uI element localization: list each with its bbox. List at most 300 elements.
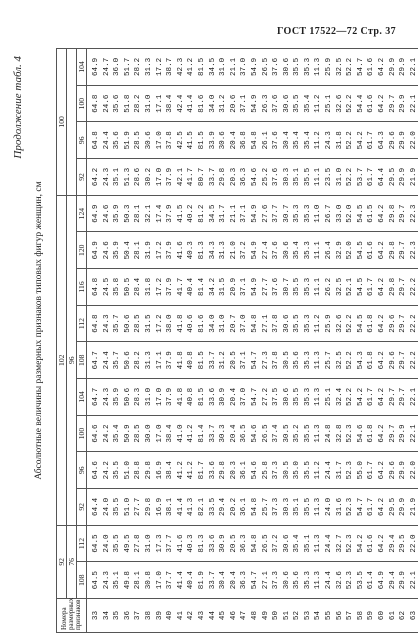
cell-value: 37.3 (272, 571, 281, 590)
cell-value: 32.6 (335, 314, 344, 333)
cell-value: 22.2 (409, 314, 418, 333)
cell-value: 54.7 (356, 497, 365, 516)
cell-value: 29.9 (399, 424, 408, 443)
cell-value: 29.6 (388, 131, 397, 150)
cell-value: 24.6 (102, 241, 111, 260)
cell-value: 27.4 (261, 241, 270, 260)
cell-value: 41.2 (187, 461, 196, 480)
cell-value: 30.3 (219, 424, 228, 443)
cell-value: 64.8 (92, 131, 100, 150)
row-header: Номера размерных признаков (57, 599, 87, 633)
cell-value: 17.3 (155, 534, 164, 553)
cell-value: 11.3 (314, 387, 323, 407)
cell-value: 41.7 (187, 167, 196, 187)
column-header: 108 (77, 562, 87, 599)
cell-value: 54.2 (356, 131, 365, 150)
cell-value: 64.9 (92, 204, 100, 223)
cell-value: 17.0 (155, 424, 164, 443)
cell-value: 53.7 (356, 167, 365, 187)
column-header: 124 (77, 195, 87, 232)
cell-value: 24.3 (102, 387, 111, 407)
cell-value: 29.7 (399, 204, 408, 223)
cell-value: 11.2 (314, 461, 323, 480)
cell-value: 64.8 (92, 277, 100, 297)
value-cell (87, 269, 418, 306)
cell-value: 34.0 (208, 314, 217, 333)
cell-value: 11.3 (314, 571, 323, 590)
cell-value: 30.3 (282, 167, 291, 187)
cell-value: 64.6 (92, 424, 100, 443)
cell-value: 37.5 (272, 387, 281, 407)
cell-value: 64.9 (378, 571, 387, 590)
cell-value: 54.8 (250, 534, 259, 553)
cell-value: 27.2 (261, 387, 270, 407)
cell-value: 37.8 (272, 351, 281, 370)
row-number: 44 (208, 610, 217, 621)
cell-value: 30.9 (219, 534, 228, 553)
cell-value: 41.5 (176, 204, 185, 223)
cell-value: 51.9 (123, 131, 132, 150)
cell-value: 81.7 (197, 461, 206, 480)
column-header: 100 (77, 415, 87, 452)
cell-value: 29.5 (399, 534, 408, 553)
cell-value: 32.6 (335, 94, 344, 113)
cell-value: 31.3 (219, 241, 228, 260)
row-number: 57 (346, 610, 355, 621)
cell-value: 37.9 (166, 204, 175, 223)
cell-value: 25.2 (261, 167, 270, 187)
cell-value: 34.5 (208, 204, 217, 223)
cell-value: 22.1 (409, 387, 418, 407)
cell-value: 35.1 (293, 497, 302, 516)
row-number: 53 (303, 610, 312, 621)
value-cell (87, 342, 418, 379)
row-number: 52 (293, 610, 302, 621)
value-cell (87, 452, 418, 489)
cell-value: 54.3 (356, 351, 365, 370)
cell-value: 27.1 (261, 571, 270, 590)
row-number: 42 (187, 610, 196, 621)
cell-value: 17.0 (155, 387, 164, 407)
column-header: 104 (77, 49, 87, 86)
cell-value: 34.5 (208, 57, 217, 77)
cell-value: 40.4 (187, 571, 196, 590)
cell-value: 33.6 (208, 461, 217, 480)
row-number: 62 (399, 610, 408, 621)
cell-value: 30.9 (219, 387, 228, 407)
cell-value: 61.8 (367, 314, 376, 333)
cell-value: 28.2 (134, 351, 143, 370)
cell-value: 29.7 (388, 387, 397, 407)
cell-value: 20.7 (229, 314, 238, 333)
cell-value: 28.1 (134, 241, 143, 260)
cell-value: 52.2 (346, 314, 355, 333)
cell-value: 29.9 (399, 571, 408, 590)
cell-value: 17.2 (155, 57, 164, 77)
cell-value: 20.2 (229, 497, 238, 516)
cell-value: 30.4 (282, 131, 291, 150)
cell-value: 31.3 (144, 57, 153, 77)
cell-value: 52.3 (346, 497, 355, 516)
row-number: 35 (113, 610, 122, 621)
cell-value: 24.4 (102, 131, 111, 150)
cell-value: 61.4 (367, 571, 376, 590)
cell-value: 54.9 (250, 277, 259, 297)
cell-value: 28.8 (134, 461, 143, 480)
value-cell (87, 159, 418, 196)
cell-value: 33.6 (208, 387, 217, 407)
cell-value: 24.4 (325, 461, 334, 480)
cell-value: 64.7 (92, 351, 100, 370)
cell-value: 34.0 (208, 94, 217, 113)
cell-value: 35.1 (113, 167, 122, 187)
cell-value: 22.1 (409, 571, 418, 590)
cell-value: 37.0 (240, 314, 249, 333)
cell-value: 29.9 (388, 57, 397, 77)
cell-value: 35.3 (303, 351, 312, 370)
cell-value: 11.2 (314, 314, 323, 333)
cell-value: 28.1 (134, 204, 143, 223)
group-label: 76 (67, 525, 77, 598)
cell-value: 61.8 (367, 424, 376, 443)
cell-value: 20.4 (229, 131, 238, 150)
cell-value: 33.5 (208, 497, 217, 516)
row-number: 39 (155, 610, 164, 621)
group-label: 92 (57, 525, 67, 598)
cell-value: 52.2 (346, 351, 355, 370)
cell-value: 11.3 (314, 424, 323, 443)
row-number: 55 (325, 610, 334, 621)
cell-value: 30.8 (144, 571, 153, 590)
cell-value: 11.3 (314, 497, 323, 516)
cell-value: 54.5 (356, 277, 365, 297)
group-label: 102 (57, 195, 67, 525)
cell-value: 37.9 (166, 277, 175, 297)
row-number: 36 (123, 610, 132, 621)
value-cell (87, 49, 418, 86)
row-number: 60 (378, 610, 387, 621)
cell-value: 26.4 (325, 241, 334, 260)
cell-value: 81.5 (197, 131, 206, 150)
cell-value: 35.4 (293, 534, 302, 553)
cell-value: 50.3 (123, 204, 132, 223)
cell-value: 64.4 (378, 167, 387, 187)
cell-value: 64.3 (378, 131, 387, 150)
cell-value: 64.7 (92, 387, 100, 407)
cell-value: 11.3 (314, 534, 323, 553)
cell-value: 28.2 (134, 94, 143, 113)
cell-value: 31.9 (144, 241, 153, 260)
row-number: 50 (272, 610, 281, 621)
cell-value: 16.9 (155, 461, 164, 480)
cell-value: 29.7 (399, 351, 408, 370)
cell-value: 36.0 (113, 57, 122, 77)
cell-value: 28.5 (134, 424, 143, 443)
cell-value: 24.0 (102, 534, 111, 553)
cell-value: 40.3 (187, 534, 196, 553)
cell-value: 24.5 (102, 277, 111, 297)
cell-value: 33.6 (208, 534, 217, 553)
cell-value: 22.0 (409, 131, 418, 150)
cell-value: 35.3 (303, 241, 312, 260)
cell-value: 35.1 (293, 167, 302, 187)
cell-value: 29.9 (399, 94, 408, 113)
cell-value: 27.3 (261, 351, 270, 370)
column-header: 116 (77, 269, 87, 306)
cell-value: 37.6 (272, 57, 281, 77)
cell-value: 50.6 (123, 387, 132, 407)
cell-value: 30.6 (282, 314, 291, 333)
cell-value: 20.5 (229, 351, 238, 370)
cell-value: 28.5 (134, 131, 143, 150)
cell-value: 35.1 (303, 534, 312, 553)
cell-value: 81.3 (197, 241, 206, 260)
cell-value: 35.1 (113, 571, 122, 590)
cell-value: 36.3 (240, 534, 249, 553)
cell-value: 28.2 (134, 57, 143, 77)
cell-value: 61.7 (367, 461, 376, 480)
cell-value: 33.7 (208, 571, 217, 590)
cell-value: 26.5 (261, 534, 270, 553)
cell-value: 29.9 (399, 497, 408, 516)
cell-value: 52.3 (346, 571, 355, 590)
row-number: 34 (102, 610, 111, 621)
cell-value: 29.8 (388, 204, 397, 223)
cell-value: 21.0 (229, 241, 238, 260)
cell-value: 20.6 (229, 94, 238, 113)
cell-value: 36.1 (240, 497, 249, 516)
cell-value: 81.4 (197, 277, 206, 297)
cell-value: 24.7 (102, 57, 111, 77)
cell-value: 29.8 (388, 277, 397, 297)
cell-value: 34.3 (208, 241, 217, 260)
cell-value: 25.1 (325, 94, 334, 113)
cell-value: 35.3 (303, 57, 312, 77)
cell-value: 54.5 (356, 314, 365, 333)
cell-value: 29.9 (399, 131, 408, 150)
cell-value: 37.9 (166, 241, 175, 260)
group-label: 96 (67, 195, 77, 525)
cell-value: 30.5 (282, 424, 291, 443)
cell-value: 25.9 (325, 57, 334, 77)
row-number: 56 (335, 610, 344, 621)
row-number: 38 (144, 610, 153, 621)
table-body (87, 49, 418, 633)
cell-value: 30.6 (282, 57, 291, 77)
row-number: 59 (367, 610, 376, 621)
page-header: ГОСТ 17522—72 Стр. 37 (277, 26, 396, 37)
cell-value: 35.3 (293, 204, 302, 223)
cell-value: 54.9 (250, 94, 259, 113)
cell-value: 41.4 (187, 94, 196, 113)
cell-value: 40.4 (187, 277, 196, 297)
cell-value: 11.2 (314, 131, 323, 150)
cell-value: 24.6 (102, 204, 111, 223)
cell-value: 54.9 (250, 241, 259, 260)
cell-value: 26.7 (325, 204, 334, 223)
cell-value: 29.4 (388, 571, 397, 590)
cell-value: 24.2 (102, 461, 111, 480)
cell-value: 54.2 (356, 387, 365, 407)
cell-value: 32.5 (335, 351, 344, 370)
cell-value: 36.3 (240, 167, 249, 187)
cell-value: 64.2 (378, 424, 387, 443)
cell-value: 35.2 (293, 424, 302, 443)
cell-value: 41.6 (176, 241, 185, 260)
cell-value: 24.0 (325, 497, 334, 516)
cell-value: 50.5 (123, 277, 132, 297)
cell-value: 17.4 (155, 204, 164, 223)
cell-value: 31.5 (144, 314, 153, 333)
row-number: 46 (229, 610, 238, 621)
cell-value: 54.7 (250, 571, 259, 590)
cell-value: 35.4 (303, 131, 312, 150)
row-number: 33 (92, 610, 100, 621)
cell-value: 30.6 (144, 131, 153, 150)
cell-value: 24.6 (102, 94, 111, 113)
cell-value: 41.8 (176, 314, 185, 333)
cell-value: 54.5 (356, 204, 365, 223)
cell-value: 30.5 (282, 351, 291, 370)
cell-value: 21.1 (229, 204, 238, 223)
cell-value: 37.9 (166, 351, 175, 370)
cell-value: 11.3 (314, 351, 323, 370)
cell-value: 41.3 (187, 497, 196, 516)
value-cell (87, 85, 418, 122)
cell-value: 35.9 (113, 387, 122, 407)
cell-value: 35.5 (293, 94, 302, 113)
cell-value: 30.0 (144, 424, 153, 443)
cell-value: 54.6 (356, 424, 365, 443)
cell-value: 26.1 (261, 131, 270, 150)
cell-value: 80.7 (197, 167, 206, 187)
cell-value: 29.7 (399, 314, 408, 333)
column-header-row (77, 49, 87, 633)
row-number: 48 (250, 610, 259, 621)
cell-value: 35.5 (303, 497, 312, 516)
cell-value: 54.9 (250, 204, 259, 223)
cell-value: 30.3 (282, 497, 291, 516)
cell-value: 17.0 (155, 131, 164, 150)
cell-value: 54.6 (250, 461, 259, 480)
cell-value: 20.3 (229, 167, 238, 187)
cell-value: 11.0 (314, 204, 323, 223)
cell-value: 54.8 (250, 497, 259, 516)
cell-value: 31.3 (144, 351, 153, 370)
cell-value: 35.5 (113, 534, 122, 553)
cell-value: 22.1 (409, 57, 418, 77)
cell-value: 35.6 (113, 94, 122, 113)
cell-value: 41.2 (176, 461, 185, 480)
value-cell (87, 379, 418, 416)
cell-value: 25.9 (325, 314, 334, 333)
cell-value: 61.6 (367, 94, 376, 113)
cell-value: 35.4 (113, 424, 122, 443)
cell-value: 31.5 (219, 277, 228, 297)
cell-value: 61.6 (367, 57, 376, 77)
cell-value: 11.2 (314, 94, 323, 113)
cell-value: 29.4 (219, 497, 228, 516)
cell-value: 31.6 (335, 497, 344, 516)
cell-value: 37.8 (272, 314, 281, 333)
cell-value: 61.8 (367, 351, 376, 370)
cell-value: 54.9 (250, 57, 259, 77)
cell-value: 22.3 (409, 241, 418, 260)
cell-value: 51.0 (123, 497, 132, 516)
cell-value: 16.9 (155, 497, 164, 516)
cell-value: 29.6 (388, 351, 397, 370)
cell-value: 28.3 (134, 387, 143, 407)
value-cell (87, 415, 418, 452)
cell-value: 35.4 (293, 131, 302, 150)
cell-value: 29.9 (399, 461, 408, 480)
cell-value: 40.2 (187, 204, 196, 223)
cell-value: 24.3 (102, 571, 111, 590)
row-number: 47 (240, 610, 249, 621)
cell-value: 31.8 (335, 131, 344, 150)
cell-value: 81.6 (197, 94, 206, 113)
cell-value: 37.7 (166, 534, 175, 553)
cell-value: 36.5 (240, 424, 249, 443)
cell-value: 20.5 (229, 534, 238, 553)
cell-value: 35.0 (293, 461, 302, 480)
cell-value: 37.0 (240, 387, 249, 407)
cell-value: 35.4 (293, 241, 302, 260)
cell-value: 32.5 (335, 57, 344, 77)
cell-value: 49.8 (123, 571, 132, 590)
cell-value: 25.7 (261, 497, 270, 516)
cell-value: 28.1 (134, 571, 143, 590)
cell-value: 29.9 (399, 57, 408, 77)
cell-value: 24.4 (102, 351, 111, 370)
cell-value: 30.4 (219, 571, 228, 590)
cell-value: 64.8 (92, 94, 100, 113)
cell-value: 20.4 (229, 571, 238, 590)
row-number: 61 (388, 610, 397, 621)
cell-value: 35.9 (113, 204, 122, 223)
cell-value: 32.8 (335, 424, 344, 443)
size-table (56, 48, 418, 633)
cell-value: 35.7 (113, 314, 122, 333)
cell-value: 52.2 (346, 94, 355, 113)
cell-value: 31.0 (144, 387, 153, 407)
cell-value: 35.5 (303, 167, 312, 187)
group-header-row (57, 49, 67, 633)
column-header: 96 (77, 122, 87, 159)
cell-value: 61.6 (367, 241, 376, 260)
cell-value: 81.5 (197, 387, 206, 407)
cell-value: 29.6 (388, 461, 397, 480)
cell-value: 64.2 (378, 351, 387, 370)
cell-value: 81.3 (197, 534, 206, 553)
cell-value: 33.9 (208, 131, 217, 150)
cell-value: 64.2 (378, 461, 387, 480)
cell-value: 55.0 (356, 461, 365, 480)
cell-value: 40.3 (187, 241, 196, 260)
cell-value: 24.3 (325, 131, 334, 150)
cell-value: 29.8 (388, 241, 397, 260)
cell-value: 42.1 (176, 167, 185, 187)
cell-value: 41.4 (176, 497, 185, 516)
column-header: 112 (77, 525, 87, 562)
cell-value: 26.3 (261, 94, 270, 113)
cell-value: 41.6 (176, 534, 185, 553)
cell-value: 64.2 (378, 387, 387, 407)
cell-value: 41.5 (187, 131, 196, 150)
cell-value: 41.0 (176, 424, 185, 443)
cell-value: 52.2 (346, 167, 355, 187)
cell-value: 50.9 (123, 424, 132, 443)
